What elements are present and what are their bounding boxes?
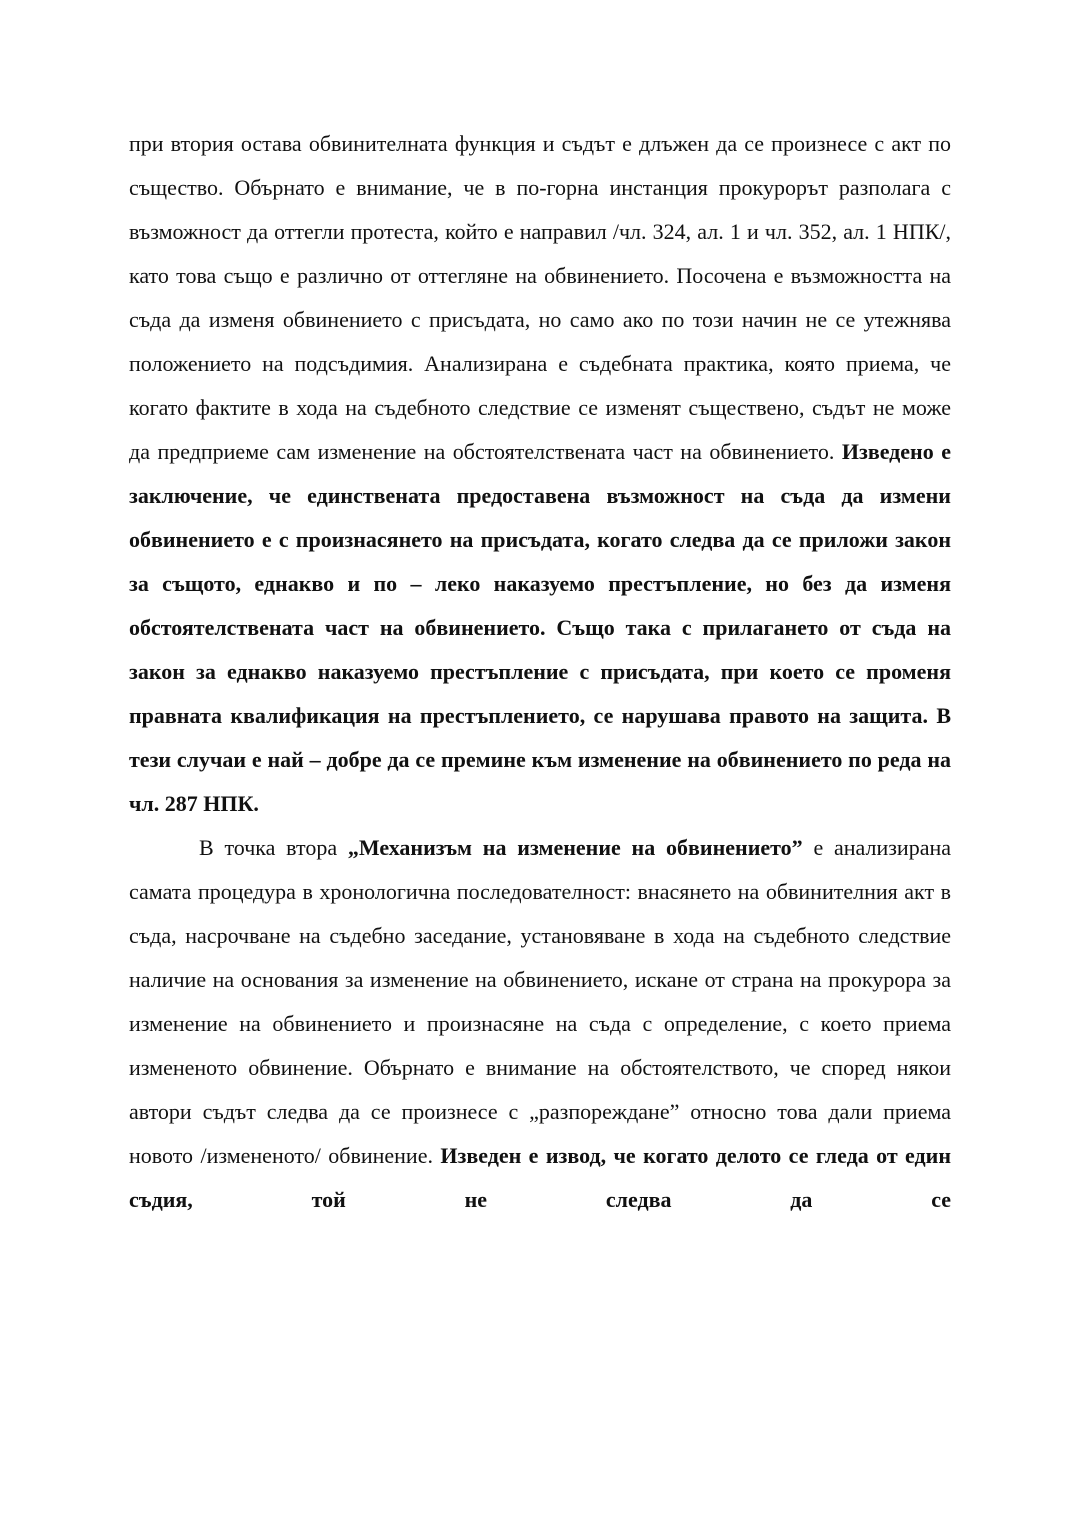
paragraph-1 [129,122,951,826]
paragraph-2-intro: В точка втора [199,835,348,860]
paragraph-1-conclusion: Изведено е заключение, че единствената предоставена възможност на съда да измени обвинението е с произнасянето на присъдата, когато следва да се приложи закон за същото, еднакво и по – леко наказуемо престъпление, но без да изменя обстоятелствената част на обвинението. Също така с прилагането от съда на закон за еднакво наказуемо престъпление с присъдата, при което се променя правната квалификация на престъплението, се нарушава правото на защита. В тези случаи е най – добре да се премине към изменение на обвинението по реда на чл. 287 НПК. [129,439,951,816]
paragraph-2-section-title: „Механизъм на изменение на обвинението” [347,835,803,860]
paragraph-2-conclusion: Изведен е извод, че когато делото се гледа от един съдия, той не следва да се [129,1143,951,1212]
body-text [129,122,951,1222]
paragraph-2-text: е анализирана самата процедура в хронологична последователност: внасянето на обвинителния акт в съда, насрочване на съдебно заседание, установяване в хода на съдебното следствие наличие на основания за изменение на обвинението, искане от страна на прокурора за изменение на обвинението и произнасяне на съда с определение, с което приема измененото обвинение. Обърнато е внимание на обстоятелството, че според някои автори съдът следва да се произнесе с „разпореждане” относно това дали приема новото /измененото/ обвинение. [129,835,951,1168]
paragraph-2 [129,826,951,1222]
paragraph-1-text: при втория остава обвинителната функция и съдът е длъжен да се произнесе с акт по същество. Обърнато е внимание, че в по-горна инстанция прокурорът разполага с възможност да оттегли протеста, който е направил /чл. 324, ал. 1 и чл. 352, ал. 1 НПК/, като това също е различно от оттегляне на обвинението. Посочена е възможността на съда да изменя обвинението с присъдата, но само ако по този начин не се утежнява положението на подсъдимия. Анализирана е съдебната практика, която приема, че когато фактите в хода на съдебното следствие се изменят съществено, съдът не може да предприеме сам изменение на обстоятелствената част на обвинението. [129,131,951,464]
